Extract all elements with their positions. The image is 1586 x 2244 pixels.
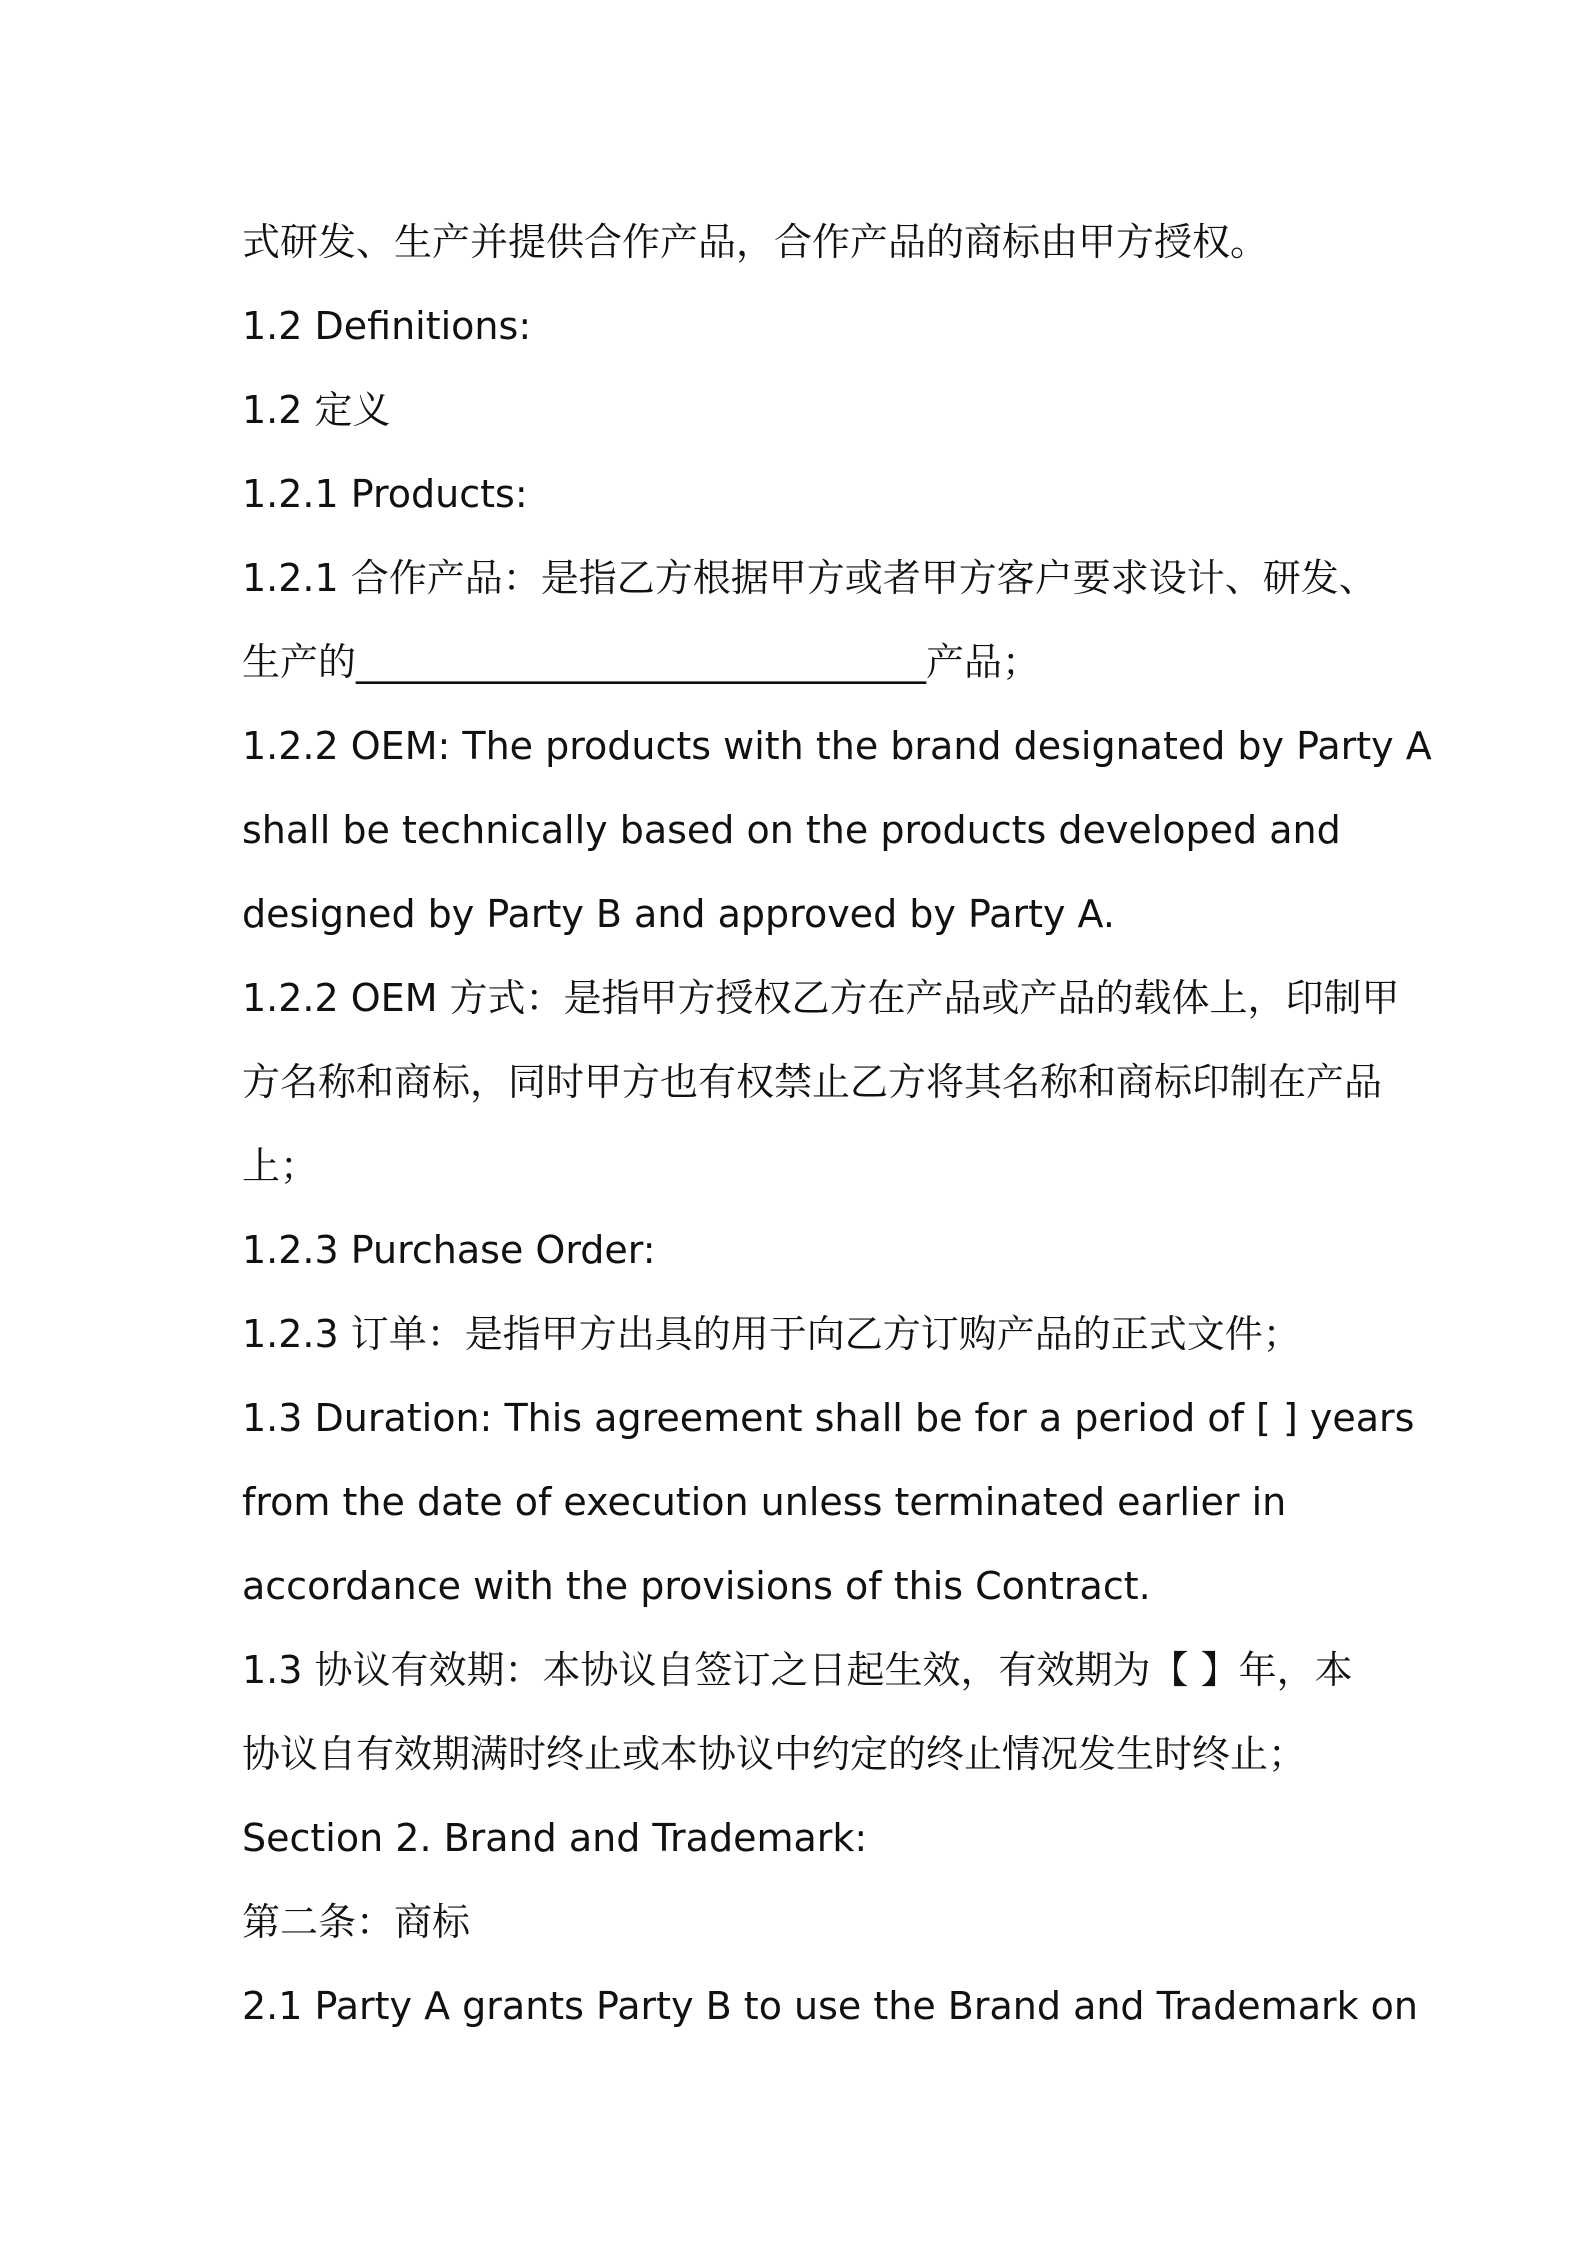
text-line: 1.2.2 OEM 方式：是指甲方授权乙方在产品或产品的载体上，印制甲 — [242, 976, 1400, 1020]
text-line: accordance with the provisions of this Contract. — [242, 1564, 1151, 1608]
text-line: designed by Party B and approved by Party A. — [242, 892, 1115, 936]
text-line: 2.1 Party A grants Party B to use the Brand and Trademark on — [242, 1984, 1419, 2028]
document-page — [242, 200, 1432, 2048]
section-heading-2-zh: 第二条：商标 — [242, 1900, 471, 1944]
text-line: 方名称和商标，同时甲方也有权禁止乙方将其名称和商标印制在产品 — [242, 1060, 1383, 1104]
text-line: 1.2.1 合作产品：是指乙方根据甲方或者甲方客户要求设计、研发、 — [242, 556, 1377, 600]
section-heading-2-en: Section 2. Brand and Trademark: — [242, 1816, 868, 1860]
section-heading-1-2-en: 1.2 Definitions: — [242, 304, 532, 348]
text-line: 1.2.2 OEM: The products with the brand designated by Party A — [242, 724, 1432, 768]
text-line: 式研发、生产并提供合作产品，合作产品的商标由甲方授权。 — [242, 220, 1269, 264]
text-line: 1.2.3 订单：是指甲方出具的用于向乙方订购产品的正式文件； — [242, 1312, 1301, 1356]
clause-heading-1-2-3-en: 1.2.3 Purchase Order: — [242, 1228, 656, 1272]
text-line: 生产的______________________________产品； — [242, 640, 1041, 684]
text-line: 1.3 协议有效期：本协议自签订之日起生效，有效期为【 】年，本 — [242, 1648, 1353, 1692]
text-line: 上； — [242, 1144, 319, 1188]
text-line: 1.3 Duration: This agreement shall be for a period of [ ] years — [242, 1396, 1415, 1440]
clause-heading-1-2-1-en: 1.2.1 Products: — [242, 472, 528, 516]
section-heading-1-2-zh: 1.2 定义 — [242, 388, 391, 432]
text-line: shall be technically based on the products developed and — [242, 808, 1341, 852]
text-line: from the date of execution unless terminated earlier in — [242, 1480, 1287, 1524]
text-line: 协议自有效期满时终止或本协议中约定的终止情况发生时终止； — [242, 1732, 1307, 1776]
